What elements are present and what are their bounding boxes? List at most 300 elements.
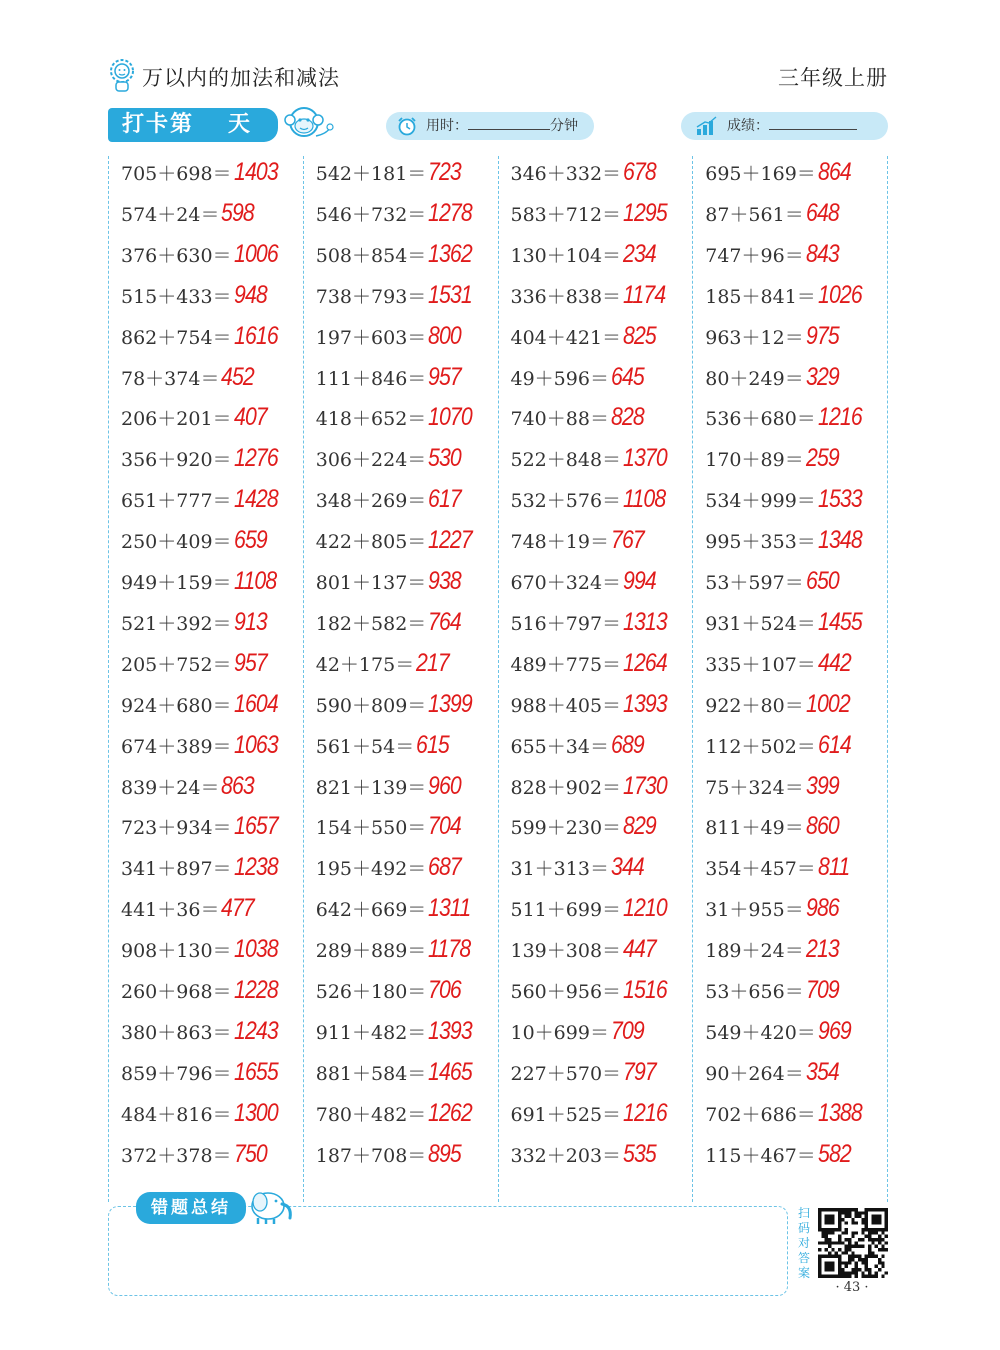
- problem-expression: 511＋699＝: [510, 899, 622, 922]
- problem-row: [511, 281, 673, 322]
- problem-expression: 205＋752＝: [121, 653, 232, 676]
- problem-row: [511, 772, 675, 813]
- handwritten-answer[interactable]: 723: [428, 158, 462, 186]
- problem-row: [705, 812, 844, 853]
- handwritten-answer[interactable]: 407: [233, 403, 267, 432]
- handwritten-answer[interactable]: 800: [428, 321, 462, 350]
- problem-expression: 78＋374＝: [121, 367, 220, 390]
- handwritten-answer[interactable]: 797: [623, 1057, 656, 1086]
- problem-expression: 422＋805＝: [315, 531, 427, 554]
- problem-row: [705, 935, 844, 976]
- handwritten-answer[interactable]: 825: [623, 321, 656, 350]
- handwritten-answer[interactable]: 960: [428, 771, 462, 800]
- handwritten-answer[interactable]: 659: [233, 526, 267, 555]
- problem-row: [511, 1058, 662, 1099]
- problem-row: [705, 1058, 844, 1099]
- handwritten-answer[interactable]: 1455: [817, 607, 862, 636]
- handwritten-answer[interactable]: 767: [610, 526, 644, 555]
- problem-expression: 515＋433＝: [121, 285, 232, 308]
- problem-row: [511, 1099, 675, 1140]
- handwritten-answer[interactable]: 1262: [428, 1098, 473, 1127]
- problem-row: [705, 567, 844, 608]
- problem-row: [316, 1140, 467, 1181]
- handwritten-answer[interactable]: 1295: [623, 198, 667, 227]
- problem-expression: 53＋597＝: [705, 572, 804, 594]
- handwritten-answer[interactable]: 1516: [623, 976, 667, 1004]
- problem-expression: 10＋699＝: [510, 1021, 609, 1044]
- handwritten-answer[interactable]: 957: [428, 362, 462, 391]
- problem-row: [511, 853, 650, 894]
- problem-expression: 348＋269＝: [315, 490, 427, 513]
- problem-row: [316, 772, 467, 813]
- problem-row: [121, 731, 285, 772]
- problem-row: [511, 812, 662, 853]
- problem-expression: 189＋24＝: [705, 940, 804, 963]
- handwritten-answer[interactable]: 1370: [623, 444, 667, 473]
- problem-row: [121, 976, 285, 1017]
- time-blank[interactable]: [468, 115, 550, 130]
- handwritten-answer[interactable]: 829: [623, 812, 656, 841]
- problem-column: [109, 156, 304, 1202]
- handwritten-answer[interactable]: 648: [805, 198, 839, 227]
- problem-expression: 75＋324＝: [705, 776, 804, 799]
- handwritten-answer[interactable]: 828: [610, 403, 644, 432]
- handwritten-answer[interactable]: 1006: [233, 239, 278, 268]
- problem-expression: 341＋897＝: [121, 858, 232, 881]
- problem-row: [121, 1140, 272, 1181]
- mistakes-summary-label: 错题总结: [136, 1192, 246, 1224]
- time-label: 用时：: [426, 118, 468, 134]
- problem-row: [316, 649, 455, 690]
- handwritten-answer[interactable]: 1108: [623, 485, 666, 514]
- problem-row: [316, 444, 467, 485]
- time-unit: 分钟: [550, 118, 578, 134]
- problem-row: [511, 608, 675, 649]
- problem-row: [316, 935, 478, 976]
- handwritten-answer[interactable]: 1063: [233, 730, 278, 759]
- handwritten-answer[interactable]: 344: [610, 853, 644, 882]
- handwritten-answer[interactable]: 535: [623, 1139, 656, 1168]
- handwritten-answer[interactable]: 617: [428, 485, 462, 514]
- handwritten-answer[interactable]: 452: [221, 362, 255, 391]
- problem-expression: 747＋96＝: [705, 244, 804, 267]
- problem-expression: 536＋680＝: [705, 408, 816, 431]
- handwritten-answer[interactable]: 447: [623, 935, 656, 964]
- handwritten-answer[interactable]: 329: [805, 362, 839, 391]
- handwritten-answer[interactable]: 213: [805, 935, 839, 964]
- handwritten-answer[interactable]: 750: [233, 1139, 267, 1168]
- problem-row: [511, 403, 650, 444]
- problem-expression: 227＋570＝: [510, 1062, 622, 1085]
- problem-expression: 154＋550＝: [315, 817, 427, 840]
- problem-row: [121, 812, 285, 853]
- page-number: · 43 ·: [835, 1280, 869, 1295]
- problem-row: [705, 526, 869, 567]
- handwritten-answer[interactable]: 1531: [428, 280, 473, 309]
- problem-expression: 522＋848＝: [510, 449, 622, 472]
- problem-expression: 691＋525＝: [510, 1103, 622, 1126]
- problem-expression: 380＋863＝: [121, 1021, 232, 1044]
- problem-expression: 80＋249＝: [705, 367, 804, 390]
- problem-row: [316, 894, 478, 935]
- problem-row: [121, 240, 285, 281]
- handwritten-answer[interactable]: 1070: [428, 403, 473, 432]
- handwritten-answer[interactable]: 1238: [233, 853, 278, 882]
- problem-expression: 534＋999＝: [705, 490, 816, 513]
- problem-row: [316, 812, 467, 853]
- problem-expression: 702＋686＝: [705, 1103, 816, 1126]
- problem-expression: 542＋181＝: [315, 163, 427, 185]
- handwritten-answer[interactable]: 1174: [623, 280, 666, 309]
- problem-row: [511, 363, 650, 404]
- problem-row: [121, 690, 285, 731]
- problem-row: [511, 731, 650, 772]
- checkin-bar: [108, 104, 888, 146]
- handwritten-answer[interactable]: 1002: [805, 689, 850, 718]
- problem-row: [705, 322, 844, 363]
- problem-row: [705, 485, 869, 526]
- handwritten-answer[interactable]: 259: [805, 444, 839, 473]
- problem-expression: 90＋264＝: [705, 1062, 804, 1085]
- handwritten-answer[interactable]: 650: [805, 567, 839, 595]
- handwritten-answer[interactable]: 1388: [817, 1098, 862, 1127]
- problem-row: [705, 649, 856, 690]
- problem-expression: 332＋203＝: [510, 1144, 622, 1167]
- handwritten-answer[interactable]: 234: [623, 239, 656, 268]
- problem-row: [705, 444, 844, 485]
- score-field: [681, 112, 888, 140]
- problem-expression: 346＋332＝: [510, 163, 622, 185]
- scan-for-answers-text: 扫码对答案: [798, 1206, 811, 1280]
- problem-row: [705, 894, 844, 935]
- handwritten-answer[interactable]: 217: [416, 648, 450, 677]
- handwritten-answer[interactable]: 477: [221, 894, 255, 923]
- handwritten-answer[interactable]: 957: [233, 648, 267, 677]
- problem-expression: 988＋405＝: [510, 694, 622, 717]
- problem-row: [316, 322, 467, 363]
- problem-expression: 881＋584＝: [315, 1062, 427, 1085]
- handwritten-answer[interactable]: 1362: [428, 239, 473, 268]
- problem-grid: [108, 156, 888, 1202]
- problem-row: [511, 199, 675, 240]
- problem-expression: 53＋656＝: [705, 981, 804, 1003]
- problem-expression: 560＋956＝: [510, 981, 622, 1003]
- problem-expression: 356＋920＝: [121, 449, 232, 472]
- problem-expression: 335＋107＝: [705, 653, 816, 676]
- handwritten-answer[interactable]: 709: [610, 1016, 644, 1045]
- problem-expression: 705＋698＝: [121, 163, 232, 185]
- handwritten-answer[interactable]: 1210: [623, 894, 667, 923]
- handwritten-answer[interactable]: 1393: [623, 689, 667, 718]
- handwritten-answer[interactable]: 1730: [623, 771, 667, 800]
- book-title: 万以内的加法和减法: [142, 66, 340, 90]
- problem-expression: 197＋603＝: [315, 326, 427, 349]
- checkin-suffix: 天: [228, 112, 253, 137]
- problem-row: [121, 894, 260, 935]
- problem-row: [511, 1140, 662, 1181]
- problem-row: [121, 567, 283, 608]
- score-blank[interactable]: [769, 115, 857, 130]
- problem-expression: 418＋652＝: [315, 408, 427, 431]
- handwritten-answer[interactable]: 860: [805, 812, 839, 841]
- problem-column: [693, 156, 887, 1202]
- handwritten-answer[interactable]: 1300: [233, 1098, 278, 1127]
- handwritten-answer[interactable]: 1616: [233, 321, 278, 350]
- handwritten-answer[interactable]: 1533: [817, 485, 862, 514]
- handwritten-answer[interactable]: 1276: [233, 444, 278, 473]
- handwritten-answer[interactable]: 895: [428, 1139, 462, 1168]
- problem-expression: 931＋524＝: [705, 612, 816, 635]
- page-header: [108, 58, 888, 98]
- problem-expression: 821＋139＝: [315, 776, 427, 799]
- problem-row: [705, 158, 856, 199]
- handwritten-answer[interactable]: 1227: [428, 526, 473, 555]
- checkin-prefix: 打卡第: [122, 112, 195, 137]
- problem-row: [705, 1017, 856, 1058]
- handwritten-answer[interactable]: 1313: [623, 607, 667, 636]
- problem-row: [316, 567, 467, 608]
- problem-row: [121, 363, 260, 404]
- problem-expression: 949＋159＝: [121, 572, 232, 594]
- problem-expression: 651＋777＝: [121, 490, 232, 513]
- time-field: [386, 112, 594, 140]
- handwritten-answer[interactable]: 1178: [428, 935, 471, 964]
- handwritten-answer[interactable]: 530: [428, 444, 462, 473]
- problem-expression: 828＋902＝: [510, 776, 622, 799]
- problem-expression: 839＋24＝: [121, 776, 220, 799]
- problem-row: [511, 690, 675, 731]
- handwritten-answer[interactable]: 1311: [428, 894, 471, 923]
- handwritten-answer[interactable]: 442: [817, 648, 851, 677]
- alarm-clock-icon: [396, 116, 418, 136]
- problem-expression: 526＋180＝: [315, 981, 427, 1003]
- problem-row: [316, 1099, 480, 1140]
- handwritten-answer[interactable]: 598: [221, 198, 255, 227]
- handwritten-answer[interactable]: 1655: [233, 1057, 278, 1086]
- problem-expression: 139＋308＝: [510, 940, 622, 963]
- handwritten-answer[interactable]: 645: [610, 362, 644, 391]
- elephant-icon: [246, 1186, 296, 1226]
- problem-expression: 306＋224＝: [315, 449, 427, 472]
- handwritten-answer[interactable]: 938: [428, 567, 462, 595]
- handwritten-answer[interactable]: 1604: [233, 689, 278, 718]
- problem-row: [316, 485, 467, 526]
- problem-expression: 740＋88＝: [510, 408, 609, 431]
- problem-expression: 546＋732＝: [315, 203, 427, 226]
- handwritten-answer[interactable]: 948: [233, 280, 267, 309]
- handwritten-answer[interactable]: 354: [805, 1057, 839, 1086]
- handwritten-answer[interactable]: 994: [623, 567, 656, 595]
- problem-expression: 354＋457＝: [705, 858, 816, 881]
- problem-row: [511, 1017, 650, 1058]
- problem-expression: 642＋669＝: [315, 899, 427, 922]
- problem-row: [705, 853, 854, 894]
- problem-expression: 748＋19＝: [510, 531, 609, 554]
- handwritten-answer[interactable]: 811: [817, 853, 850, 882]
- problem-column: [499, 156, 694, 1202]
- handwritten-answer[interactable]: 678: [623, 158, 656, 186]
- handwritten-answer[interactable]: 1428: [233, 485, 278, 514]
- problem-expression: 185＋841＝: [705, 285, 816, 308]
- problem-expression: 111＋846＝: [315, 367, 427, 390]
- problem-expression: 115＋467＝: [705, 1144, 816, 1167]
- problem-row: [316, 690, 480, 731]
- handwritten-answer[interactable]: 863: [221, 771, 255, 800]
- problem-row: [316, 1017, 480, 1058]
- problem-row: [705, 1140, 856, 1181]
- handwritten-answer[interactable]: 1026: [817, 280, 862, 309]
- handwritten-answer[interactable]: 1228: [233, 976, 278, 1004]
- problem-row: [121, 158, 285, 199]
- problem-expression: 182＋582＝: [315, 612, 427, 635]
- problem-row: [705, 976, 844, 1017]
- handwritten-answer[interactable]: 1108: [233, 567, 276, 595]
- problem-row: [316, 526, 480, 567]
- handwritten-answer[interactable]: 1216: [817, 403, 862, 432]
- problem-expression: 87＋561＝: [705, 203, 804, 226]
- problem-expression: 859＋796＝: [121, 1062, 232, 1085]
- problem-expression: 206＋201＝: [121, 408, 232, 431]
- problem-expression: 376＋630＝: [121, 244, 232, 267]
- problem-row: [121, 608, 272, 649]
- problem-row: [121, 485, 285, 526]
- handwritten-answer[interactable]: 709: [805, 976, 839, 1004]
- problem-expression: 170＋89＝: [705, 449, 804, 472]
- handwritten-answer[interactable]: 969: [817, 1016, 851, 1045]
- handwritten-answer[interactable]: 764: [428, 607, 462, 636]
- problem-row: [121, 853, 285, 894]
- handwritten-answer[interactable]: 1264: [623, 648, 667, 677]
- handwritten-answer[interactable]: 975: [805, 321, 839, 350]
- problem-expression: 260＋968＝: [121, 981, 232, 1003]
- handwritten-answer[interactable]: 843: [805, 239, 839, 268]
- problem-expression: 42＋175＝: [315, 653, 415, 676]
- problem-row: [316, 976, 467, 1017]
- problem-row: [121, 1099, 285, 1140]
- problem-row: [121, 526, 272, 567]
- handwritten-answer[interactable]: 1465: [428, 1057, 473, 1086]
- problem-row: [511, 649, 675, 690]
- problem-expression: 801＋137＝: [315, 572, 427, 594]
- problem-row: [705, 690, 857, 731]
- handwritten-answer[interactable]: 1399: [428, 689, 473, 718]
- problem-expression: 336＋838＝: [510, 285, 622, 308]
- problem-expression: 599＋230＝: [510, 817, 622, 840]
- problem-expression: 911＋482＝: [315, 1021, 427, 1044]
- problem-expression: 963＋12＝: [705, 326, 804, 349]
- problem-row: [316, 608, 467, 649]
- problem-expression: 516＋797＝: [510, 612, 622, 635]
- problem-expression: 738＋793＝: [315, 285, 427, 308]
- qr-code-icon[interactable]: [818, 1208, 888, 1278]
- problem-row: [705, 1099, 869, 1140]
- problem-row: [511, 322, 662, 363]
- handwritten-answer[interactable]: 913: [233, 607, 267, 636]
- problem-row: [316, 158, 467, 199]
- problem-row: [705, 281, 869, 322]
- problem-row: [121, 444, 285, 485]
- problem-expression: 404＋421＝: [510, 326, 622, 349]
- problem-row: [316, 403, 480, 444]
- handwritten-answer[interactable]: 1348: [817, 526, 862, 555]
- problem-column: [304, 156, 499, 1202]
- problem-row: [511, 567, 662, 608]
- problem-row: [121, 322, 285, 363]
- problem-expression: 723＋934＝: [121, 817, 232, 840]
- handwritten-answer[interactable]: 986: [805, 894, 839, 923]
- handwritten-answer[interactable]: 399: [805, 771, 839, 800]
- monkey-mascot-icon: [276, 104, 334, 146]
- problem-expression: 695＋169＝: [705, 163, 816, 185]
- problem-row: [316, 240, 480, 281]
- problem-expression: 489＋775＝: [510, 653, 622, 676]
- handwritten-answer[interactable]: 706: [428, 976, 462, 1004]
- handwritten-answer[interactable]: 1657: [233, 812, 278, 841]
- handwritten-answer[interactable]: 1243: [233, 1016, 278, 1045]
- handwritten-answer[interactable]: 689: [610, 730, 644, 759]
- handwritten-answer[interactable]: 1038: [233, 935, 278, 964]
- problem-expression: 49＋596＝: [510, 367, 609, 390]
- problem-expression: 250＋409＝: [121, 531, 232, 554]
- problem-expression: 112＋502＝: [705, 735, 816, 758]
- handwritten-answer[interactable]: 1278: [428, 198, 473, 227]
- problem-expression: 561＋54＝: [315, 735, 415, 758]
- problem-row: [705, 772, 844, 813]
- handwritten-answer[interactable]: 615: [416, 730, 450, 759]
- problem-expression: 31＋955＝: [705, 899, 804, 922]
- problem-expression: 583＋712＝: [510, 203, 622, 226]
- problem-expression: 508＋854＝: [315, 244, 427, 267]
- problem-expression: 655＋34＝: [510, 735, 609, 758]
- problem-row: [316, 731, 455, 772]
- problem-expression: 780＋482＝: [315, 1103, 427, 1126]
- problem-row: [121, 199, 260, 240]
- handwritten-answer[interactable]: 614: [817, 730, 851, 759]
- handwritten-answer[interactable]: 864: [817, 158, 851, 186]
- handwritten-answer[interactable]: 1403: [233, 158, 278, 186]
- handwritten-answer[interactable]: 687: [428, 853, 462, 882]
- problem-row: [705, 199, 844, 240]
- problem-expression: 670＋324＝: [510, 572, 622, 594]
- handwritten-answer[interactable]: 704: [428, 812, 462, 841]
- problem-expression: 674＋389＝: [121, 735, 232, 758]
- problem-expression: 130＋104＝: [510, 244, 622, 267]
- grade-label: 三年级上册: [778, 66, 888, 90]
- problem-row: [511, 894, 675, 935]
- problem-expression: 372＋378＝: [121, 1144, 232, 1167]
- problem-row: [705, 403, 869, 444]
- problem-expression: 908＋130＝: [121, 940, 232, 963]
- handwritten-answer[interactable]: 1216: [623, 1098, 667, 1127]
- handwritten-answer[interactable]: 582: [817, 1139, 851, 1168]
- problem-row: [511, 158, 662, 199]
- problem-row: [121, 403, 272, 444]
- problem-row: [316, 199, 480, 240]
- problem-row: [511, 240, 662, 281]
- problem-row: [316, 853, 467, 894]
- problem-expression: 532＋576＝: [510, 490, 622, 513]
- problem-row: [511, 444, 675, 485]
- handwritten-answer[interactable]: 1393: [428, 1016, 473, 1045]
- problem-row: [705, 240, 844, 281]
- problem-expression: 187＋708＝: [315, 1144, 427, 1167]
- problem-expression: 31＋313＝: [510, 858, 609, 881]
- problem-expression: 922＋80＝: [705, 694, 804, 717]
- problem-row: [121, 649, 272, 690]
- problem-row: [121, 935, 285, 976]
- problem-expression: 195＋492＝: [315, 858, 427, 881]
- problem-row: [705, 608, 869, 649]
